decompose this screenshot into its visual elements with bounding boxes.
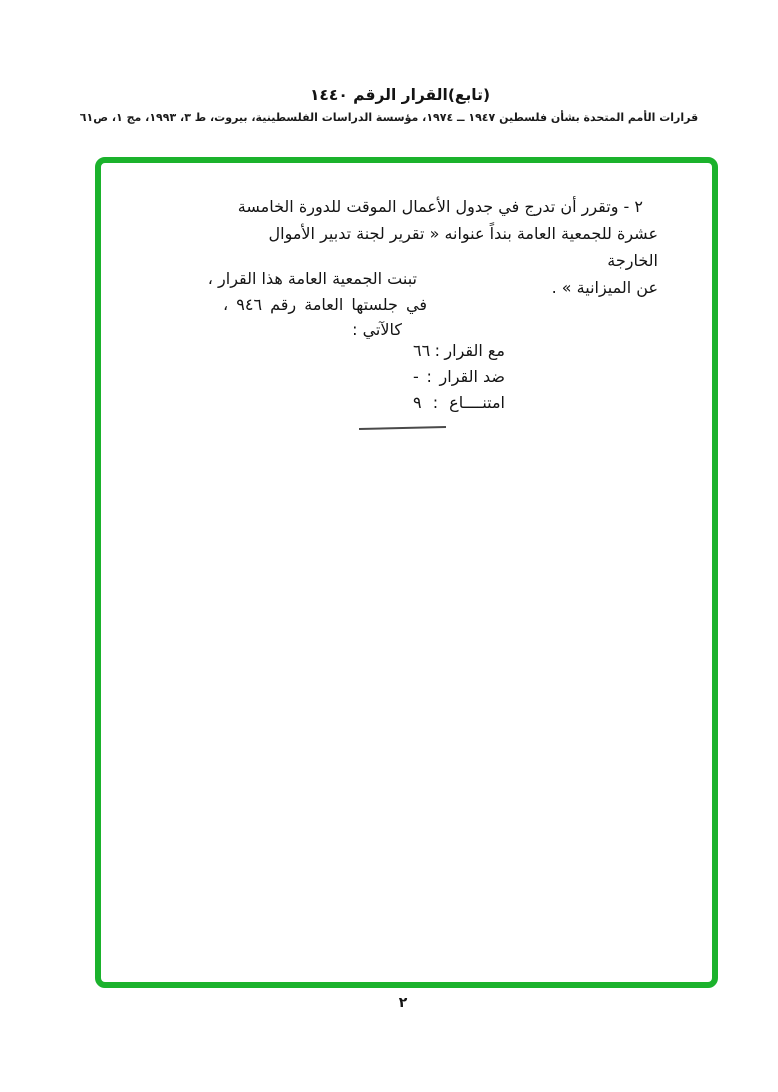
green-annotation-frame <box>95 157 718 988</box>
vote-colon: : <box>426 367 432 386</box>
vote-value: ٦٦ <box>413 341 431 360</box>
page-header <box>0 86 778 124</box>
vote-label: ضد القرار <box>439 367 505 386</box>
separator-rule <box>359 426 446 429</box>
source-citation: قرارات الأمم المتحدة بشأن فلسطين ١٩٤٧ ــ ١٩٧٤، مؤسسة الدراسات الفلسطينية، بيروت، ط ٣، ١٩٩٣، مج ١، ص٦١ <box>79 111 699 124</box>
vote-label: مع القرار <box>444 341 505 360</box>
vote-value: ٩ <box>413 393 422 412</box>
paragraph-line-2: عشرة للجمعية العامة بنداً عنوانه « تقرير لجنة تدبير الأموال الخارجة <box>268 224 658 270</box>
vote-row-against <box>413 367 505 386</box>
vote-colon: : <box>434 341 440 360</box>
paragraph-line-1: ٢ - وتقرر أن تدرج في جدول الأعمال الموقت للدورة الخامسة <box>237 197 643 216</box>
vote-row-for <box>413 341 505 360</box>
resolution-title: (تابع)القرار الرقم ١٤٤٠ <box>309 86 491 104</box>
vote-value: - <box>413 367 419 386</box>
page-number: ٢ <box>398 995 408 1011</box>
adoption-line-2: في جلستها العامة رقم ٩٤٦ ، <box>223 295 427 314</box>
adoption-line-3: كالآتي : <box>352 320 402 339</box>
vote-colon: : <box>432 393 439 412</box>
adoption-line-1: تبنت الجمعية العامة هذا القرار ، <box>207 269 417 288</box>
vote-row-abstain <box>413 393 505 412</box>
paragraph-line-3: عن الميزانية » . <box>551 278 658 297</box>
vote-label: امتنــــاع <box>449 393 505 412</box>
